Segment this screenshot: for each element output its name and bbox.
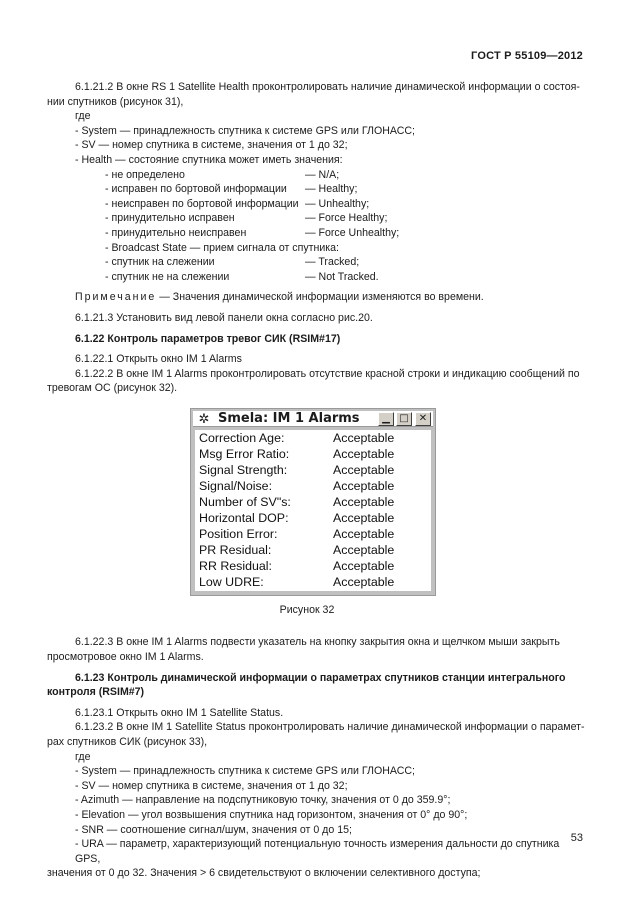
list-item: - System — принадлежность спутника к системе GPS или ГЛОНАСС; [75,765,415,778]
term: - спутник на слежении [105,256,215,269]
alarm-label: RR Residual: [199,558,272,573]
alarm-row [199,446,395,462]
alarm-label: Signal Strength: [199,462,288,477]
list-item: - URA — параметр, характеризующий потенциальную точность измерения дальности до спутника GPS, [75,838,560,865]
alarm-value: Acceptable [333,526,395,541]
note-text: — Значения динамической информации изменяются во времени. [156,291,484,304]
document-body [47,80,585,881]
figure-caption: Рисунок 32 [279,603,335,616]
alarm-value: Acceptable [333,542,395,557]
list-item: - Health — состояние спутника может иметь значения: [75,153,343,166]
alarm-row [199,574,395,590]
paragraph: просмотровое окно IM 1 Alarms. [47,651,204,664]
section-heading: 6.1.23 Контроль динамической информации о параметрах спутников станции интегрального [75,671,566,684]
window-title-bar[interactable] [193,411,433,427]
list-item: - Azimuth — направление на подспутниковую точку, значения от 0 до 359.9°; [75,794,451,807]
term: - принудительно неисправен [105,226,247,239]
term-value: — Tracked; [305,256,360,269]
paragraph: где [75,110,91,123]
list-item [47,182,585,197]
list-item: - SNR — соотношение сигнал/шум, значения от 0 до 15; [75,823,352,836]
satellite-icon[interactable]: ✲ [198,410,210,426]
alarm-value: Acceptable [333,494,395,509]
paragraph: 6.1.23.1 Открыть окно IM 1 Satellite Status. [75,706,284,719]
section-heading: контроля (RSIM#7) [47,686,145,699]
alarm-value: Acceptable [333,446,395,461]
note [47,290,585,305]
paragraph: рах спутников СИК (рисунок 33), [47,736,208,749]
minimize-button[interactable]: ▁ [378,412,394,426]
document-header: ГОСТ Р 55109—2012 [471,50,583,62]
alarm-label: Msg Error Ratio: [199,446,290,461]
paragraph: 6.1.23.2 В окне IM 1 Satellite Status проконтролировать наличие динамической информации о парамет- [75,721,585,734]
paragraph: 6.1.22.2 В окне IM 1 Alarms проконтролировать отсутствие красной строки и индикацию сообщений по [75,367,580,380]
paragraph: нии спутников (рисунок 31), [47,95,184,108]
alarm-value: Acceptable [333,574,395,589]
list-item: - Elevation — угол возвышения спутника над горизонтом, значения от 0° до 90°; [75,809,468,821]
list-item: - SV — номер спутника в системе, значения от 1 до 32; [75,139,348,152]
term: - спутник не на слежении [105,270,230,283]
term-value: — Force Unhealthy; [305,226,400,239]
term-value: — Healthy; [305,183,358,196]
maximize-button[interactable]: □ [396,412,412,426]
paragraph: 6.1.21.3 Установить вид левой панели окна согласно рис.20. [75,311,373,324]
close-button[interactable]: ✕ [415,412,431,426]
alarm-label: Signal/Noise: [199,478,273,493]
alarms-window [190,408,436,596]
alarm-row [199,478,395,494]
list-item [47,226,585,241]
alarm-row [199,510,395,526]
term: - принудительно исправен [105,212,235,225]
page-number: 53 [570,832,583,844]
alarm-value: Acceptable [333,430,395,445]
term-value: — Force Healthy; [305,212,388,225]
alarm-value: Acceptable [333,478,395,493]
paragraph: тревогам ОС (рисунок 32). [47,382,178,395]
paragraph: 6.1.21.2 В окне RS 1 Satellite Health проконтролировать наличие динамической информации о состоя- [75,81,580,93]
section-heading: 6.1.22 Контроль параметров тревог СИК (RSIM#17) [75,332,341,345]
paragraph: где [75,750,91,763]
window-title: Smela: IM 1 Alarms [218,410,360,426]
paragraph: значения от 0 до 32. Значения > 6 свидетельствуют о включении селективного доступа; [47,867,481,880]
paragraph: 6.1.22.1 Открыть окно IM 1 Alarms [75,353,242,366]
alarm-row [199,542,395,558]
alarm-value: Acceptable [333,558,395,573]
alarms-panel [195,430,431,591]
list-item [47,255,585,270]
alarm-row [199,526,395,542]
alarm-value: Acceptable [333,510,395,525]
term-value: — N/A; [305,168,340,181]
list-item: - Broadcast State — прием сигнала от спутника: [105,241,339,254]
term: - неисправен по бортовой информации [105,197,299,210]
term-value: — Not Tracked. [305,270,379,283]
list-item: - System — принадлежность спутника к системе GPS или ГЛОНАСС; [75,124,415,137]
alarm-label: Number of SV"s: [199,494,291,509]
alarm-row [199,430,395,446]
list-item: - SV — номер спутника в системе, значения от 1 до 32; [75,779,348,792]
list-item [47,211,585,226]
alarm-label: Position Error: [199,526,278,541]
alarm-row [199,494,395,510]
alarm-label: Horizontal DOP: [199,510,289,525]
list-item [47,270,585,285]
term: - не определено [105,168,185,181]
term: - исправен по бортовой информации [105,183,287,196]
alarm-label: Low UDRE: [199,574,264,589]
paragraph: 6.1.22.3 В окне IM 1 Alarms подвести указатель на кнопку закрытия окна и щелчком мыши закрыть [75,636,560,649]
list-item [47,168,585,183]
note-label: Примечание [75,291,157,304]
alarm-label: PR Residual: [199,542,272,557]
alarm-label: Correction Age: [199,430,285,445]
list-item [47,197,585,212]
term-value: — Unhealthy; [305,197,370,210]
alarm-value: Acceptable [333,462,395,477]
alarm-row [199,558,395,574]
alarm-row [199,462,395,478]
